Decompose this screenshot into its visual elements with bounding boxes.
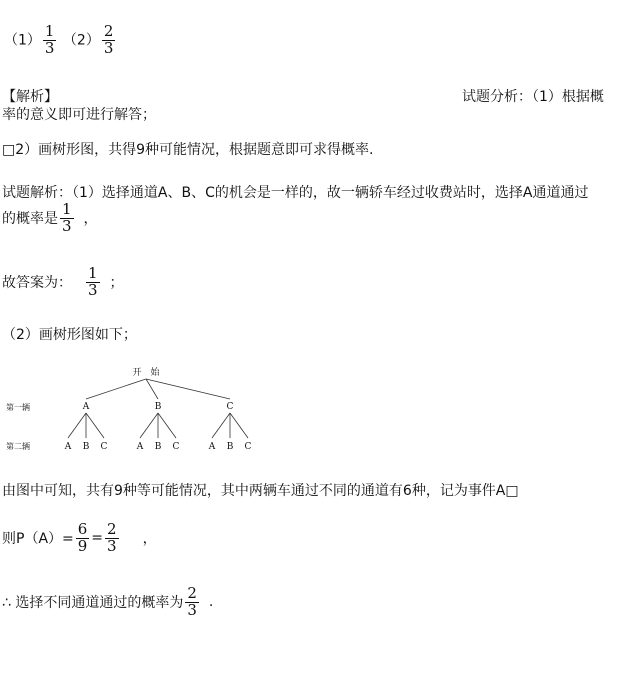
part2-intro: （2）画树形图如下； (2, 327, 137, 343)
analysis-text-line2: 率的意义即可进行解答； (2, 107, 156, 123)
analysis-text-start: 试题分析：（1）根据概 (462, 89, 604, 105)
probability-label: 则P（A）= (2, 531, 74, 548)
answer-part1-label: （1） (4, 32, 41, 49)
answer-part2-fraction: $\frac{2}{3}$ (103, 22, 114, 57)
conclusion-line: 由图中可知，共有9种等可能情况，其中两辆车通过不同的通道有6种，记为事件A□ (2, 483, 519, 499)
probability-line (2, 522, 157, 555)
final-line (2, 586, 213, 619)
tree-edge-b-c (158, 413, 176, 438)
probability-equals: = (91, 530, 104, 547)
answer-label: 故答案为： (2, 275, 72, 292)
tree-leaf-aa: A (64, 442, 72, 452)
tree-node-first-a: A (82, 402, 90, 412)
analysis-text-line3: □2）画树形图，共得9种可能情况，根据题意即可求得概率. (2, 142, 374, 158)
tree-row2-label: 第二辆 (6, 442, 30, 451)
tree-node-first-b: B (154, 402, 162, 412)
tree-edge-a-c (86, 413, 104, 438)
analysis-heading: 【解析】 (2, 89, 58, 105)
probability-tree-diagram (0, 362, 300, 462)
tree-row1-label: 第一辆 (6, 403, 30, 412)
answer-line (2, 266, 124, 299)
answer-fraction: $\frac{1}{3}$ (88, 264, 98, 299)
final-fraction: $\frac{2}{3}$ (187, 584, 197, 619)
probability-comma: ， (142, 531, 157, 548)
answers-line (4, 24, 117, 57)
tree-edge-root-b (146, 379, 158, 399)
solution-line2-fraction: $\frac{1}{3}$ (62, 200, 72, 235)
tree-edge-root-c (146, 379, 230, 399)
solution-line2-comma: ， (83, 211, 98, 228)
tree-leaf-ca: A (208, 442, 216, 452)
answer-semicolon: ； (109, 275, 124, 292)
answer-part1-fraction: $\frac{1}{3}$ (44, 22, 55, 57)
tree-edge-c-c (230, 413, 248, 438)
solution-line2 (2, 202, 98, 235)
probability-fraction-1: $\frac{6}{9}$ (77, 520, 88, 555)
tree-edge-a-a (68, 413, 86, 438)
tree-edge-c-a (212, 413, 230, 438)
solution-line2-text: 的概率是 (2, 211, 58, 228)
tree-leaf-bb: B (154, 442, 162, 452)
tree-leaf-ab: B (82, 442, 90, 452)
tree-leaf-ba: A (136, 442, 144, 452)
tree-root-label: 开 始 (132, 368, 160, 378)
tree-leaf-ac: C (100, 442, 108, 452)
final-text: ∴ 选择不同通道通过的概率为 (2, 595, 184, 612)
tree-leaf-cb: B (226, 442, 234, 452)
probability-fraction-2: $\frac{2}{3}$ (107, 520, 117, 555)
tree-node-first-c: C (226, 402, 234, 412)
answer-part2-label: （2） (62, 32, 100, 49)
tree-edge-root-a (86, 379, 146, 399)
solution-line1: 试题解析：（1）选择通道A、B、C的机会是一样的，故一辆轿车经过收费站时，选择A通道通过 (2, 185, 589, 201)
tree-leaf-bc: C (172, 442, 180, 452)
tree-leaf-cc: C (244, 442, 252, 452)
final-period: . (208, 594, 214, 611)
tree-edge-b-a (140, 413, 158, 438)
